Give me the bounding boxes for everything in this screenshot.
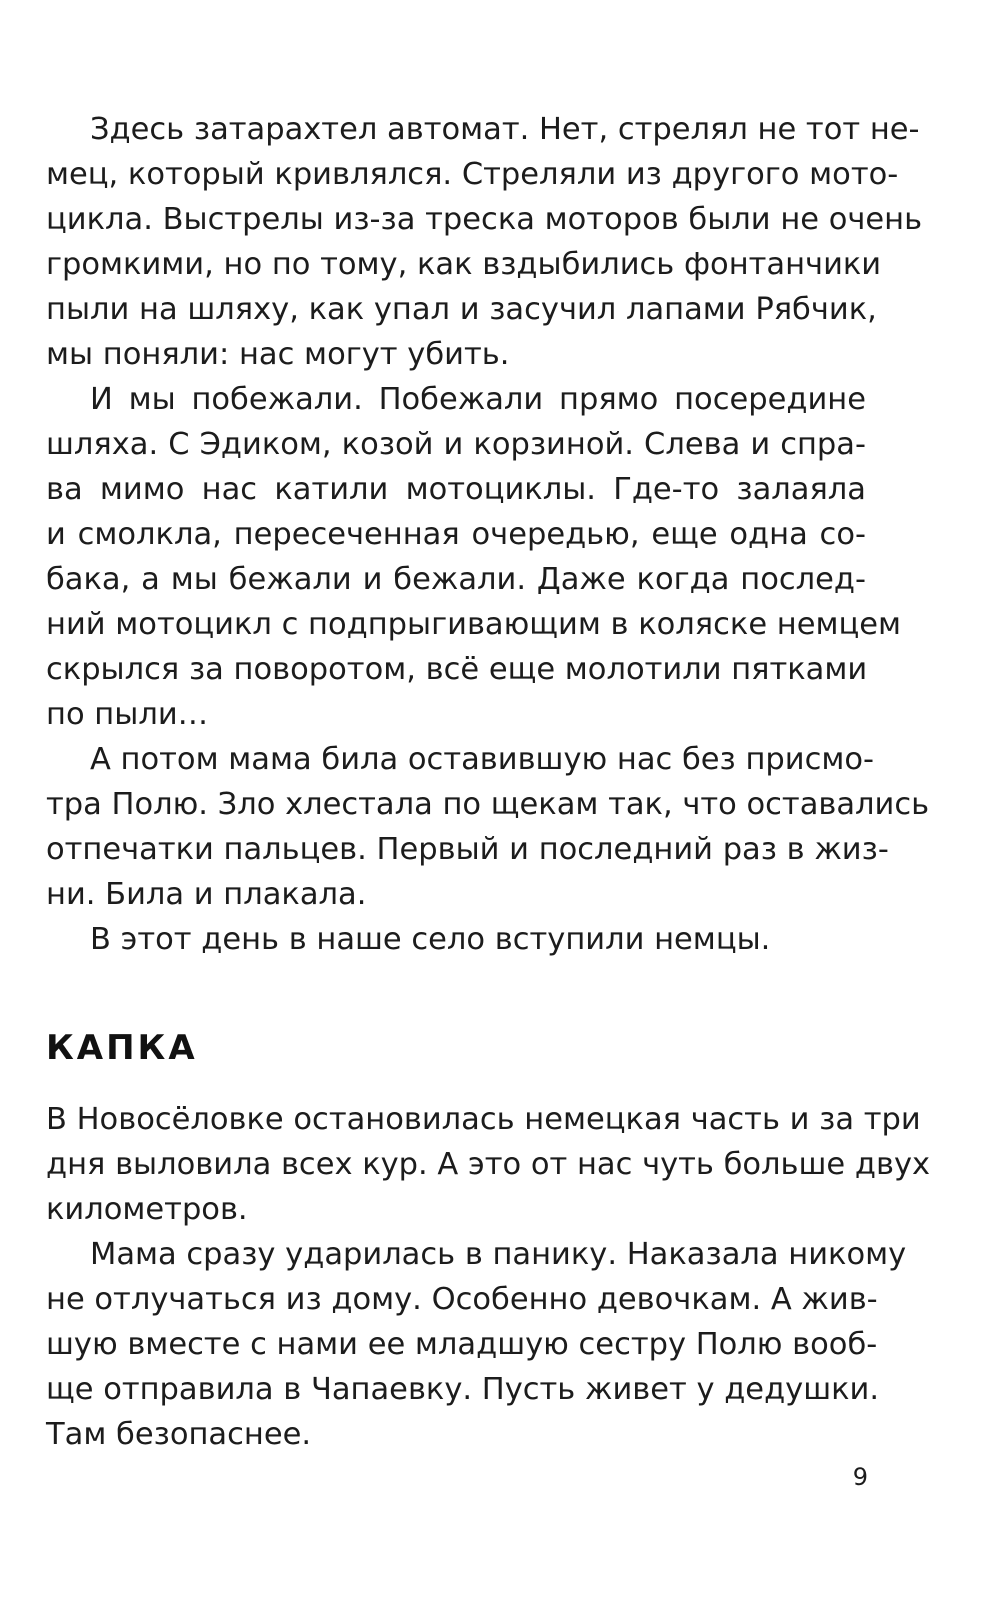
- text-line: ва мимо нас катили мотоциклы. Где-то залаяла: [46, 472, 866, 507]
- chapter-title: КАПКА: [46, 1028, 198, 1068]
- text-line: цикла. Выстрелы из-за треска моторов были не очень: [46, 202, 923, 237]
- text-line: пыли на шляху, как упал и засучил лапами Рябчик,: [46, 292, 877, 327]
- text-line: не отлучаться из дому. Особенно девочкам. А жив-: [46, 1282, 878, 1317]
- text-line: и смолкла, пересеченная очередью, еще одна со-: [46, 517, 866, 552]
- text-line: громкими, но по тому, как вздыбились фонтанчики: [46, 247, 882, 282]
- text-line: Здесь затарахтел автомат. Нет, стрелял не тот не-: [90, 112, 920, 147]
- text-line: ний мотоцикл с подпрыгивающим в коляске немцем: [46, 607, 902, 642]
- text-line: И мы побежали. Побежали прямо посередине: [90, 382, 866, 417]
- text-line: А потом мама била оставившую нас без присмо-: [90, 742, 875, 777]
- text-line: бака, а мы бежали и бежали. Даже когда послед-: [46, 562, 866, 597]
- text-line: шую вместе с нами ее младшую сестру Полю вооб-: [46, 1327, 878, 1362]
- text-line: тра Полю. Зло хлестала по щекам так, что оставались: [46, 787, 930, 822]
- text-line: шляха. С Эдиком, козой и корзиной. Слева и спра-: [46, 427, 866, 462]
- text-line: мец, который кривлялся. Стреляли из другого мото-: [46, 157, 899, 192]
- text-line: мы поняли: нас могут убить.: [46, 337, 510, 372]
- text-line: В Новосёловке остановилась немецкая часть и за три: [46, 1102, 921, 1137]
- text-line: ще отправила в Чапаевку. Пусть живет у дедушки.: [46, 1372, 880, 1407]
- text-line: километров.: [46, 1192, 248, 1227]
- text-line: ни. Била и плакала.: [46, 877, 367, 912]
- text-line: В этот день в наше село вступили немцы.: [90, 922, 771, 957]
- text-line: дня выловила всех кур. А это от нас чуть больше двух: [46, 1147, 931, 1182]
- page-number: 9: [852, 1463, 868, 1491]
- text-line: по пыли…: [46, 697, 209, 732]
- text-line: Там безопаснее.: [46, 1417, 312, 1452]
- text-line: отпечатки пальцев. Первый и последний раз в жиз-: [46, 832, 889, 867]
- text-line: Мама сразу ударилась в панику. Наказала никому: [90, 1237, 907, 1272]
- text-line: скрылся за поворотом, всё еще молотили пятками: [46, 652, 868, 687]
